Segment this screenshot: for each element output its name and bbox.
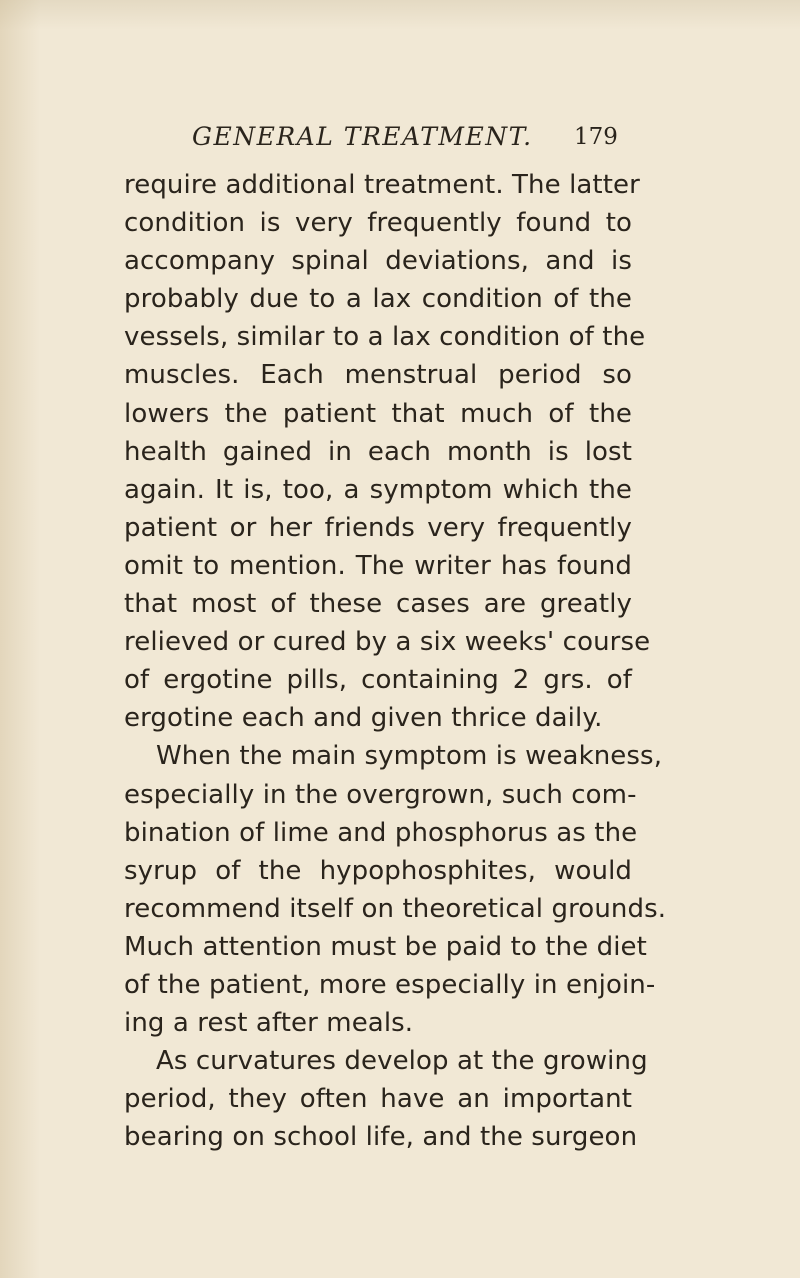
text-line: probably due to a lax condition of the <box>124 284 632 315</box>
text-line: bearing on school life, and the surgeon <box>124 1122 638 1153</box>
text-line: again. It is, too, a symptom which the <box>124 474 632 505</box>
text-line: omit to mention. The writer has found <box>124 550 632 581</box>
text-line: vessels, similar to a lax condition of the <box>124 322 646 353</box>
text-line: Much attention must be paid to the diet <box>124 931 647 962</box>
text-line: condition is very frequently found to <box>124 208 632 239</box>
text-line: muscles. Each menstrual period so <box>124 360 632 391</box>
text-line: bination of lime and phosphorus as the <box>124 817 638 848</box>
text-line: ing a rest after meals. <box>124 1008 414 1039</box>
text-line: syrup of the hypophosphites, would <box>124 855 632 886</box>
text-line: patient or her friends very frequently <box>124 512 632 543</box>
text-line: of the patient, more especially in enjoin- <box>124 969 656 1000</box>
running-head-title: GENERAL TREATMENT. <box>192 122 533 151</box>
text-line: health gained in each month is lost <box>124 436 632 467</box>
text-line: that most of these cases are greatly <box>124 589 632 620</box>
page-number: 179 <box>574 124 618 150</box>
text-line: recommend itself on theoretical grounds. <box>124 893 667 924</box>
text-line: period, they often have an important <box>124 1084 632 1115</box>
text-line: lowers the patient that much of the <box>124 398 632 429</box>
text-line: ergotine each and given thrice daily. <box>124 703 603 734</box>
running-head <box>0 120 800 160</box>
text-line: relieved or cured by a six weeks' course <box>124 627 651 658</box>
text-line: especially in the overgrown, such com- <box>124 779 637 810</box>
body-text <box>124 166 667 1156</box>
text-line: As curvatures develop at the growing <box>156 1046 648 1077</box>
text-line: of ergotine pills, containing 2 grs. of <box>124 665 632 696</box>
text-line: require additional treatment. The latter <box>124 170 640 200</box>
text-line: When the main symptom is weakness, <box>156 741 663 772</box>
text-line: accompany spinal deviations, and is <box>124 246 632 277</box>
